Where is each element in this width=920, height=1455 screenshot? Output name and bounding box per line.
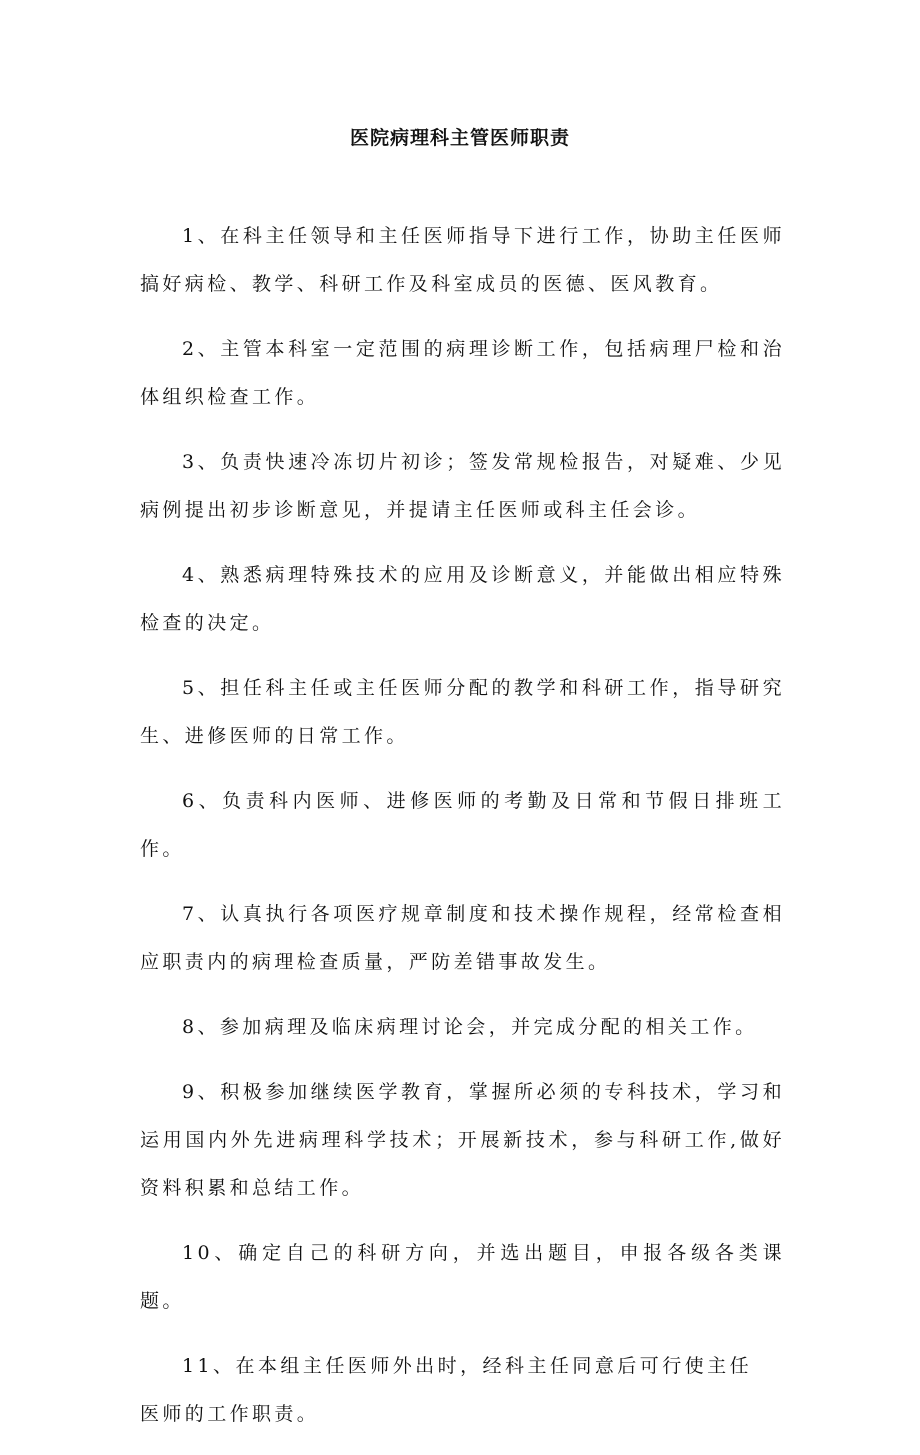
paragraph-4: 4、熟悉病理特殊技术的应用及诊断意义，并能做出相应特殊检查的决定。 (140, 564, 785, 634)
document-title: 医院病理科主管医师职责 (349, 127, 570, 149)
paragraph-1: 1、在科主任领导和主任医师指导下进行工作，协助主任医师搞好病检、教学、科研工作及科室成员的医德、医风教育。 (140, 225, 785, 295)
paragraph-3: 3、负责快速冷冻切片初诊；签发常规检报告，对疑难、少见病例提出初步诊断意见，并提请主任医师或科主任会诊。 (140, 451, 785, 521)
paragraph-11: 11、在本组主任医师外出时，经科主任同意后可行使主任医师的工作职责。 (140, 1355, 752, 1425)
paragraph-5: 5、担任科主任或主任医师分配的教学和科研工作，指导研究生、进修医师的日常工作。 (140, 677, 785, 747)
document-body (140, 212, 785, 1455)
paragraph-8: 8、参加病理及临床病理讨论会，并完成分配的相关工作。 (182, 1016, 758, 1038)
paragraph-10: 10、确定自己的科研方向，并选出题目，申报各级各类课题。 (140, 1242, 785, 1312)
paragraph-7: 7、认真执行各项医疗规章制度和技术操作规程，经常检查相应职责内的病理检查质量，严防差错事故发生。 (140, 903, 785, 973)
paragraph-6: 6、负责科内医师、进修医师的考勤及日常和节假日排班工作。 (140, 790, 785, 860)
paragraph-9: 9、积极参加继续医学教育，掌握所必须的专科技术，学习和运用国内外先进病理科学技术；开展新技术，参与科研工作,做好资料积累和总结工作。 (140, 1081, 785, 1199)
paragraph-2: 2、主管本科室一定范围的病理诊断工作，包括病理尸检和治体组织检查工作。 (140, 338, 785, 408)
